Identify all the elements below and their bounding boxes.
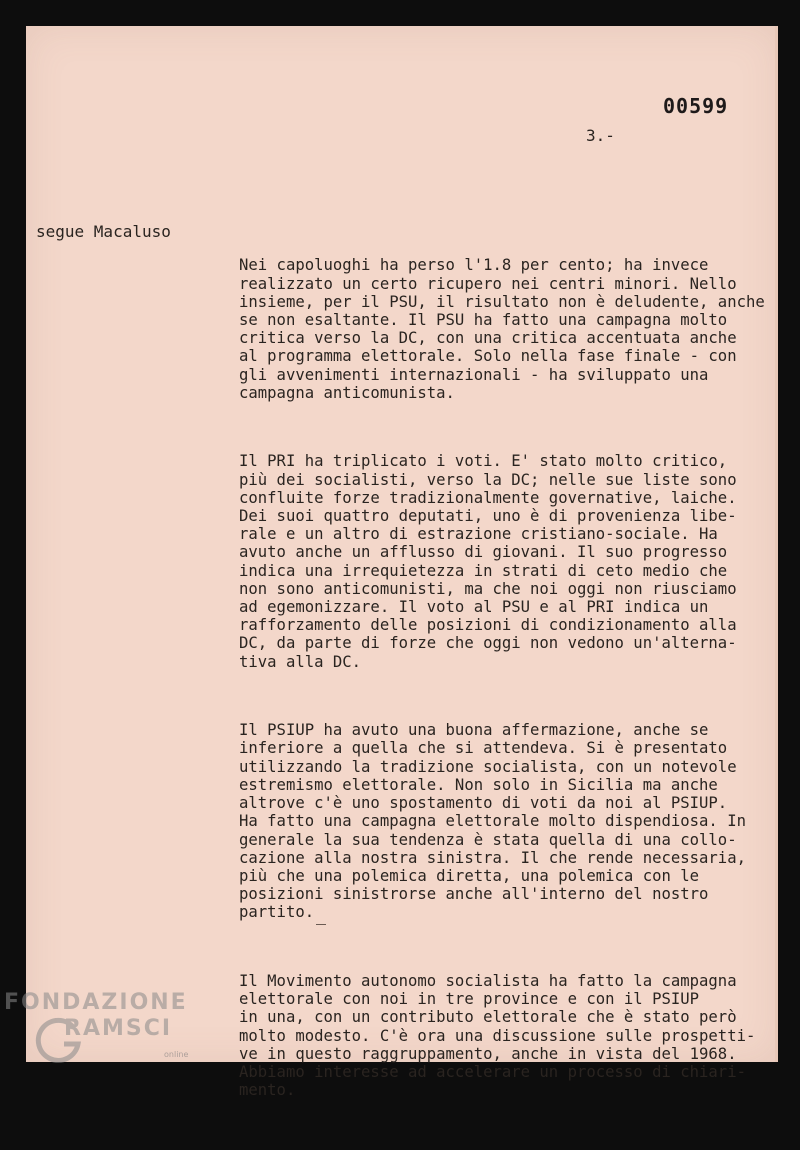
paragraph: Il PSIUP ha avuto una buona affermazione, anche se inferiore a quella che si attendeva. Si è presentato utilizzando la tradizione socialista, con un notevole estremismo elettorale. Non solo in Sicilia ma anche altrove c'è uno spostamento di voti da noi al PSIUP. Ha fatto una campagna elettorale molto dispendiosa. In generale la sua tendenza è stata quella di una collo- cazione alla nostra sinistra. Il che rende necessaria, più che una polemica diretta, una polemica con le posizioni sinistrorse anche all'interno del nostro partito. — [239, 721, 746, 922]
watermark-line2: RAMSCI — [64, 1016, 173, 1041]
dash-mark — [316, 924, 326, 925]
page-number: 3.- — [586, 126, 615, 145]
paragraph: Il PRI ha triplicato i voti. E' stato molto critico, più dei socialisti, verso la DC; nelle sue liste sono confluite forze tradizionalmente governative, laiche. Dei suoi quattro deputati, uno è di provenienza libe- rale e un altro di estrazione cristiano-sociale. Ha avuto anche un afflusso di giovani. Il suo progresso indica una irrequietezza in strati di ceto medio che non sono anticomunisti, ma che noi oggi non riusciamo ad egemonizzare. Il voto al PSU e al PRI indica un rafforzamento delle posizioni di condizionamento alla DC, da parte di forze che oggi non vedono un'alterna- tiva alla DC. — [239, 452, 737, 671]
watermark-logo — [4, 990, 204, 1070]
paragraph: Nei capoluoghi ha perso l'1.8 per cento; ha invece realizzato un certo ricupero nei centri minori. Nello insieme, per il PSU, il risultato non è deludente, anche se non esaltante. Il PSU ha fatto una campagna molto critica verso la DC, con una critica accentuata anche al programma elettorale. Solo nella fase finale - con gli avvenimenti internazionali - ha sviluppato una campagna anticomunista. — [239, 256, 765, 402]
paragraph: Il Movimento autonomo socialista ha fatto la campagna elettorale con noi in tre province e con il PSIUP in una, con un contributo elettorale che è stato però molto modesto. C'è ora una discussione sulle prospetti- ve in questo raggruppamento, anche in vista del 1968. Abbiamo interesse ad accelerare un processo di chiari- mento. — [239, 971, 756, 1100]
body-text — [239, 220, 779, 1150]
document-page — [26, 26, 778, 1100]
watermark-sub: online — [164, 1050, 189, 1059]
document-number: 00599 — [663, 94, 729, 118]
watermark-g-icon — [34, 1014, 84, 1064]
speaker-label: segue Macaluso — [36, 222, 171, 241]
watermark-line1: FONDAZIONE — [4, 990, 188, 1015]
